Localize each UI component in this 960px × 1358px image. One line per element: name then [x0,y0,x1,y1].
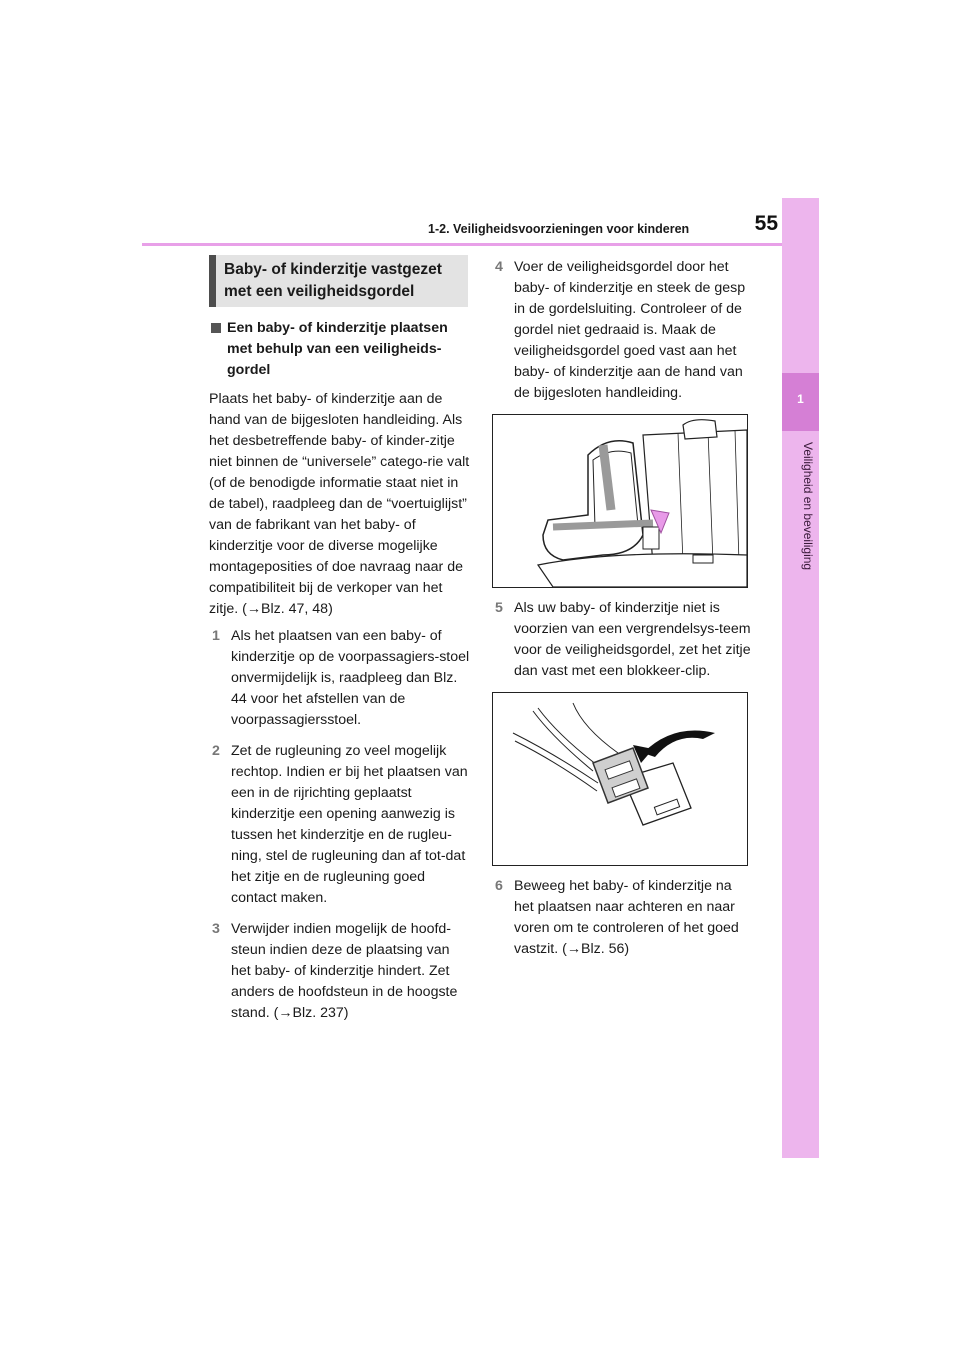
header-section-title: 1-2. Veiligheidsvoorzieningen voor kinderen [428,222,690,236]
step-number: 3 [212,921,220,937]
step-number: 2 [212,743,220,759]
section-title: Baby- of kinderzitje vastgezet met een veiligheidsgordel [224,261,442,300]
section-title-box [209,255,468,307]
step-number: 1 [212,628,220,644]
header-divider [142,243,782,246]
left-column [209,318,471,1034]
step-text: Zet de rugleuning zo veel mogelijk rechtop. Indien er bij het plaatsen van een in de rijrichting geplaatst kinderzitje een opening aanwezig is tussen het kinderzitje en de rugleu-ning, stel de rugleuning dan af tot-dat het zitje en de rugleuning goed contact maken. [231,743,468,906]
step-item [209,626,471,731]
locking-clip-drawing [493,693,747,865]
child-seat-drawing [493,415,747,587]
child-seat-illustration [492,414,748,588]
step-number: 5 [495,600,503,616]
page-number: 55 [754,212,778,235]
step-item [209,919,471,1024]
step-text: Als het plaatsen van een baby- of kinderzitje op de voorpassagiers-stoel onvermijdelijk is, raadpleeg dan Blz. 44 voor het afstellen van de voorpassagiersstoel. [231,628,470,728]
subsection-title: Een baby- of kinderzitje plaatsen met behulp van een veiligheids-gordel [227,320,448,378]
step-text: Voer de veiligheidsgordel door het baby- of kinderzitje en steek de gesp in de gordelsluiting. Controleer of de gordel niet gedraaid is. Maak de veiligheidsgordel goed vast aan het baby- of kinderzitje aan de hand van de bijgesloten handleiding. [514,259,746,401]
chapter-title: Veiligheid en beveiliging [801,442,815,571]
step-item [492,257,754,404]
step-item [209,741,471,909]
right-column [492,257,754,970]
step-text: Als uw baby- of kinderzitje niet is voorzien van een vergrendelsys-teem voor de veiligheidsgordel, zet het zitje dan vast met een blokkeer-clip. [514,600,751,679]
step-number: 4 [495,259,503,275]
square-bullet-icon [211,323,221,333]
side-tab [782,198,819,1158]
step-item [492,876,754,960]
step-item [492,598,754,682]
step-number: 6 [495,878,503,894]
chapter-number: 1 [797,392,804,406]
locking-clip-illustration [492,692,748,866]
step-text: Beweeg het baby- of kinderzitje na het plaatsen naar achteren en naar voren om te controleren of het goed vastzit. (→Blz. 56) [514,878,739,957]
intro-paragraph: Plaats het baby- of kinderzitje aan de hand van de bijgesloten handleiding. Als het desbetreffende baby- of kinder-zitje niet binnen de “universele” catego-rie valt (of de benodigde informatie staat niet in de tabel), raadpleeg dan de “voertuiglijst” van de fabrikant van het baby- of kinderzitje voor de diverse mogelijke montageposities of doe navraag naar de compatibiliteit bij de verkoper van het zitje. (→Blz. 47, 48) [209,391,470,617]
subsection-heading [209,318,471,381]
step-text: Verwijder indien mogelijk de hoofd-steun indien deze de plaatsing van het baby- of kinderzitje hindert. Zet anders de hoofdsteun in de hoogste stand. (→Blz. 237) [231,921,458,1021]
